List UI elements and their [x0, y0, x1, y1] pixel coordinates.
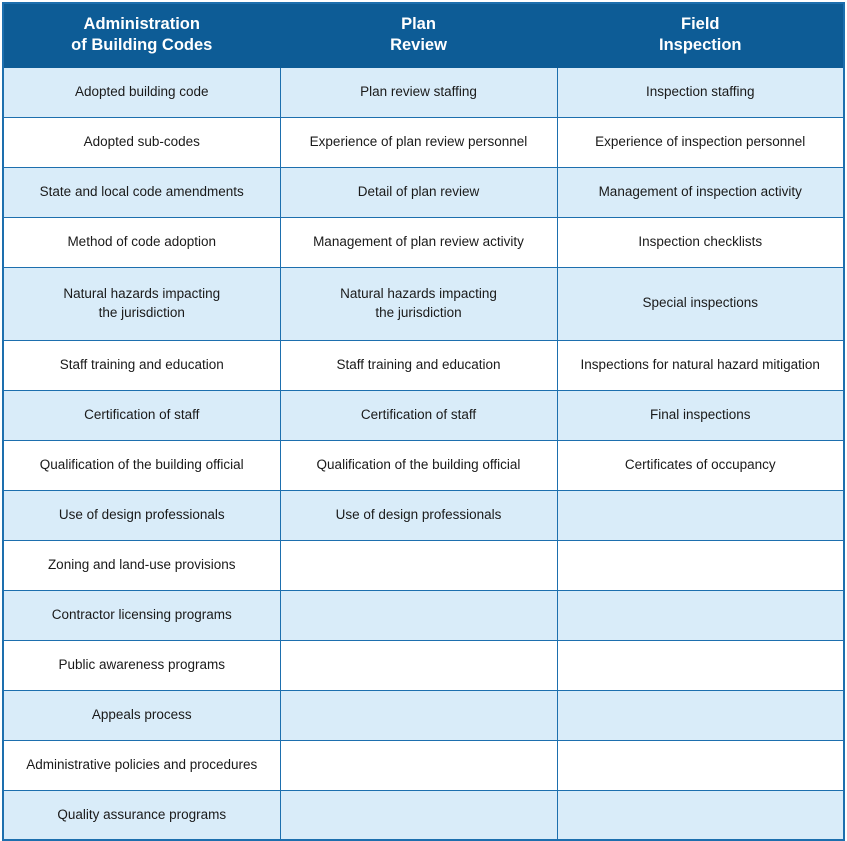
cell-text: Quality assurance programs: [57, 806, 227, 822]
cell-text: Administrative policies and procedures: [26, 756, 258, 772]
cell-field-empty: [557, 790, 844, 840]
cell-field: [557, 117, 844, 167]
table-row: [3, 540, 844, 590]
cell-text: Use of design professionals: [335, 506, 502, 522]
cell-field: [557, 67, 844, 117]
column-header-administration-line2: of Building Codes: [71, 36, 213, 55]
table-body: [3, 67, 844, 840]
cell-plan: [280, 67, 557, 117]
cell-text: Experience of inspection personnel: [595, 133, 806, 149]
column-header-plan-review-line2: Review: [390, 36, 447, 55]
table-row: [3, 167, 844, 217]
cell-field: [557, 267, 844, 340]
cell-admin: [3, 440, 280, 490]
cell-field: [557, 167, 844, 217]
cell-text: Qualification of the building official: [316, 456, 521, 472]
cell-text: Inspection checklists: [638, 233, 763, 249]
cell-plan-empty: [280, 740, 557, 790]
cell-text: Certificates of occupancy: [624, 456, 776, 472]
cell-plan-empty: [280, 790, 557, 840]
cell-field-empty: [557, 590, 844, 640]
cell-plan: [280, 217, 557, 267]
cell-text: Detail of plan review: [357, 183, 480, 199]
cell-text: Staff training and education: [336, 356, 501, 372]
column-header-administration: [3, 3, 280, 67]
column-header-field-inspection-line1: Field: [680, 14, 720, 33]
cell-admin: [3, 267, 280, 340]
table-row: [3, 267, 844, 340]
cell-text-line2: the jurisdiction: [98, 304, 185, 320]
cell-text: Adopted sub-codes: [83, 133, 200, 149]
cell-text: Use of design professionals: [58, 506, 225, 522]
table-row: [3, 640, 844, 690]
cell-field-empty: [557, 640, 844, 690]
cell-text: Natural hazards impacting: [340, 286, 497, 302]
cell-field-empty: [557, 540, 844, 590]
table-row: [3, 390, 844, 440]
cell-text: Adopted building code: [74, 83, 209, 99]
cell-plan: [280, 440, 557, 490]
table-row: [3, 790, 844, 840]
cell-plan-empty: [280, 590, 557, 640]
cell-field: [557, 340, 844, 390]
cell-admin: [3, 67, 280, 117]
column-header-field-inspection-line2: Inspection: [658, 36, 742, 55]
cell-admin: [3, 590, 280, 640]
cell-text: Certification of staff: [360, 406, 477, 422]
cell-admin: [3, 390, 280, 440]
cell-plan: [280, 167, 557, 217]
cell-field: [557, 390, 844, 440]
cell-text: Management of inspection activity: [598, 183, 802, 199]
table-row: [3, 590, 844, 640]
cell-field-empty: [557, 490, 844, 540]
cell-text: Appeals process: [91, 706, 192, 722]
table-row: [3, 340, 844, 390]
cell-plan: [280, 340, 557, 390]
cell-text: Plan review staffing: [360, 83, 477, 99]
column-header-field-inspection: [557, 3, 844, 67]
cell-text: Staff training and education: [59, 356, 224, 372]
cell-text: Contractor licensing programs: [51, 606, 232, 622]
cell-text: Inspections for natural hazard mitigation: [580, 356, 820, 372]
cell-admin: [3, 167, 280, 217]
cell-admin: [3, 217, 280, 267]
cell-plan: [280, 117, 557, 167]
cell-admin: [3, 340, 280, 390]
cell-text: Experience of plan review personnel: [309, 133, 528, 149]
cell-admin: [3, 690, 280, 740]
cell-text: Zoning and land-use provisions: [47, 556, 236, 572]
cell-admin: [3, 790, 280, 840]
cell-admin: [3, 117, 280, 167]
cell-text: Special inspections: [642, 295, 759, 311]
table-row: [3, 740, 844, 790]
cell-admin: [3, 540, 280, 590]
cell-field-empty: [557, 740, 844, 790]
matrix: [2, 2, 845, 841]
column-header-administration-line1: Administration: [83, 14, 200, 33]
cell-text: Public awareness programs: [58, 656, 226, 672]
cell-plan-empty: [280, 640, 557, 690]
table-row: [3, 690, 844, 740]
cell-text: Certification of staff: [84, 406, 200, 422]
cell-plan: [280, 490, 557, 540]
table-row: [3, 490, 844, 540]
cell-text: Management of plan review activity: [313, 233, 524, 249]
header-row: [3, 3, 844, 67]
table-row: [3, 117, 844, 167]
table-header: [3, 3, 844, 67]
cell-plan-empty: [280, 540, 557, 590]
cell-text: State and local code amendments: [39, 183, 244, 199]
cell-admin: [3, 490, 280, 540]
cell-text: Final inspections: [649, 406, 751, 422]
cell-plan: [280, 390, 557, 440]
cell-field: [557, 440, 844, 490]
cell-text: Qualification of the building official: [39, 456, 244, 472]
column-header-plan-review: [280, 3, 557, 67]
cell-plan-empty: [280, 690, 557, 740]
cell-text: Natural hazards impacting: [63, 286, 221, 302]
cell-field: [557, 217, 844, 267]
cell-field-empty: [557, 690, 844, 740]
column-header-plan-review-line1: Plan: [401, 14, 436, 33]
cell-admin: [3, 640, 280, 690]
table-row: [3, 440, 844, 490]
cell-plan: [280, 267, 557, 340]
cell-text-line2: the jurisdiction: [375, 304, 462, 320]
table-row: [3, 217, 844, 267]
cell-text: Inspection staffing: [645, 83, 755, 99]
table-row: [3, 67, 844, 117]
cell-text: Method of code adoption: [67, 233, 217, 249]
cell-admin: [3, 740, 280, 790]
